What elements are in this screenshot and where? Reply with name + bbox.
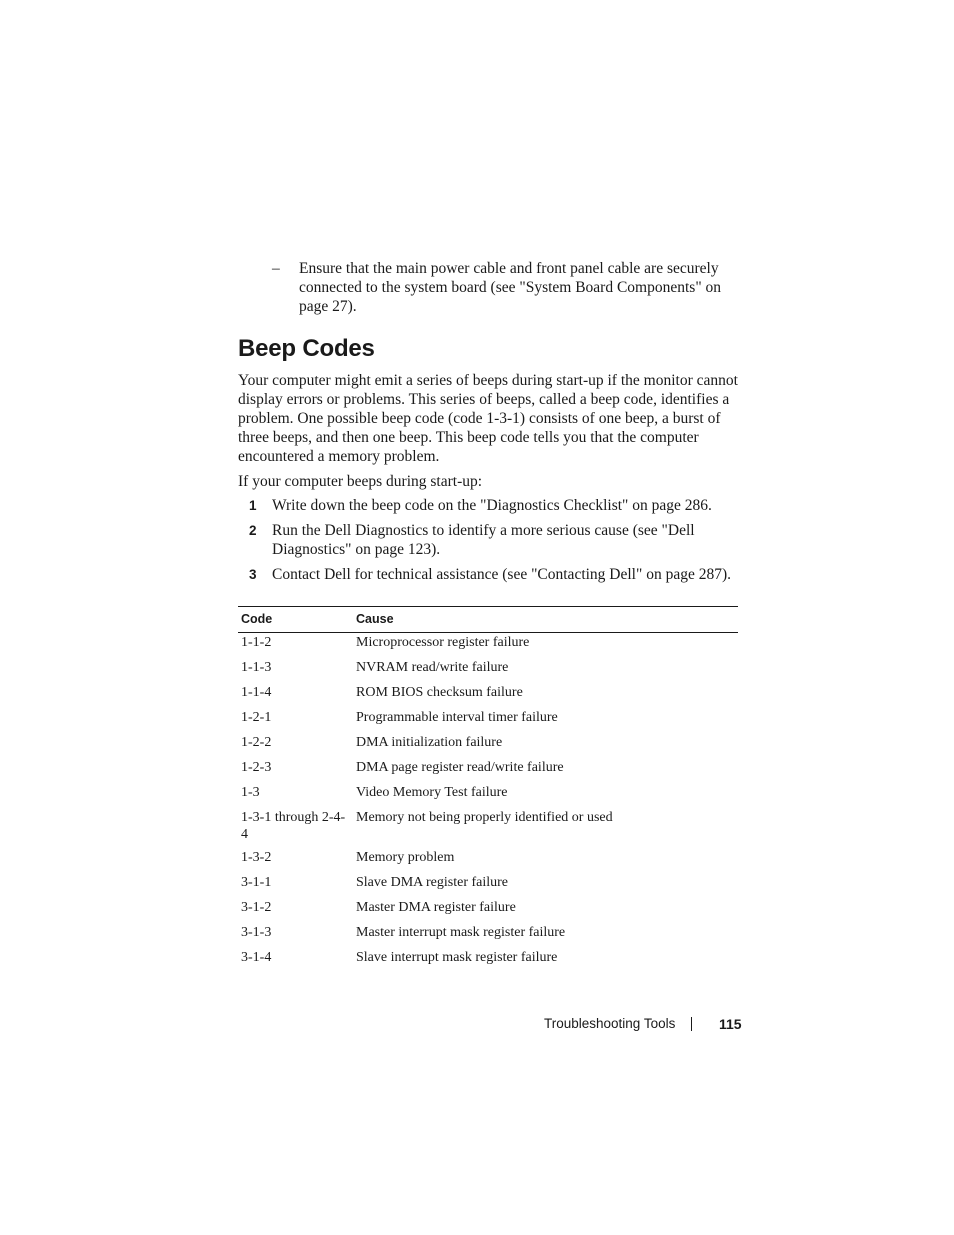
code-cell: 3-1-3 xyxy=(241,925,272,940)
table-row xyxy=(238,846,738,871)
table-row xyxy=(238,806,738,846)
step-item xyxy=(238,496,738,515)
step-item xyxy=(238,565,738,584)
cause-cell: ROM BIOS checksum failure xyxy=(356,685,523,700)
table-row xyxy=(238,633,738,657)
code-cell: 3-1-2 xyxy=(241,900,272,915)
code-cell: 1-1-4 xyxy=(241,685,272,700)
code-cell: 1-2-3 xyxy=(241,760,272,775)
table-row xyxy=(238,896,738,921)
step-text: Run the Dell Diagnostics to identify a more serious cause (see "Dell Diagnostics" on page 123). xyxy=(272,522,695,558)
cause-cell: Microprocessor register failure xyxy=(356,635,530,650)
table-row xyxy=(238,656,738,681)
cause-cell: Video Memory Test failure xyxy=(356,785,508,800)
table-row xyxy=(238,921,738,946)
cause-cell: NVRAM read/write failure xyxy=(356,660,509,675)
bullet-item-power-cable xyxy=(272,259,742,316)
cause-cell: Slave DMA register failure xyxy=(356,875,509,890)
table-row xyxy=(238,731,738,756)
steps-list xyxy=(238,496,738,590)
code-cell: 3-1-4 xyxy=(241,950,272,965)
code-cell: 1-2-2 xyxy=(241,735,272,750)
table-header-row xyxy=(238,607,738,633)
code-cell: 3-1-1 xyxy=(241,875,272,890)
table-row xyxy=(238,706,738,731)
intro-paragraph: Your computer might emit a series of beeps during start-up if the monitor cannot display errors or problems. This series of beeps, called a beep code, identifies a problem. One possible beep code (code 1-3-1) consists of one beep, a burst of three beeps, and then one beep. This beep code tells you that the computer encountered a memory problem. xyxy=(238,372,738,465)
cause-cell: Memory problem xyxy=(356,850,455,865)
step-number: 3 xyxy=(249,567,257,582)
step-number: 2 xyxy=(249,523,257,538)
table-row xyxy=(238,681,738,706)
cause-cell: Memory not being properly identified or used xyxy=(356,810,613,825)
code-cell: 1-3-1 through 2-4-4 xyxy=(241,810,346,842)
code-cell: 1-3 xyxy=(241,785,260,800)
steps-lead-text: If your computer beeps during start-up: xyxy=(238,473,483,490)
table-row xyxy=(238,781,738,806)
cause-cell: DMA page register read/write failure xyxy=(356,760,564,775)
beep-codes-table xyxy=(238,606,738,971)
code-cell: 1-3-2 xyxy=(241,850,272,865)
step-number: 1 xyxy=(249,498,257,513)
footer-separator xyxy=(691,1017,692,1031)
table-row xyxy=(238,756,738,781)
cause-cell: DMA initialization failure xyxy=(356,735,503,750)
column-header-code: Code xyxy=(238,607,353,633)
page-number: 115 xyxy=(719,1016,742,1032)
page-footer xyxy=(544,1015,742,1033)
footer-chapter-title: Troubleshooting Tools xyxy=(544,1016,676,1031)
cause-cell: Master interrupt mask register failure xyxy=(356,925,566,940)
cause-cell: Slave interrupt mask register failure xyxy=(356,950,558,965)
cause-cell: Master DMA register failure xyxy=(356,900,516,915)
code-cell: 1-1-3 xyxy=(241,660,272,675)
bullet-item-text: Ensure that the main power cable and front panel cable are securely connected to the system board (see "System Board Components" on page 27). xyxy=(299,260,722,315)
dash-marker: – xyxy=(272,260,280,277)
table-row xyxy=(238,946,738,971)
code-cell: 1-2-1 xyxy=(241,710,272,725)
step-text: Contact Dell for technical assistance (see "Contacting Dell" on page 287). xyxy=(272,566,731,583)
section-title: Beep Codes xyxy=(238,335,375,362)
table-row xyxy=(238,871,738,896)
step-item xyxy=(238,521,738,559)
step-text: Write down the beep code on the "Diagnostics Checklist" on page 286. xyxy=(272,497,712,514)
code-cell: 1-1-2 xyxy=(241,635,272,650)
cause-cell: Programmable interval timer failure xyxy=(356,710,558,725)
column-header-cause: Cause xyxy=(353,607,738,633)
